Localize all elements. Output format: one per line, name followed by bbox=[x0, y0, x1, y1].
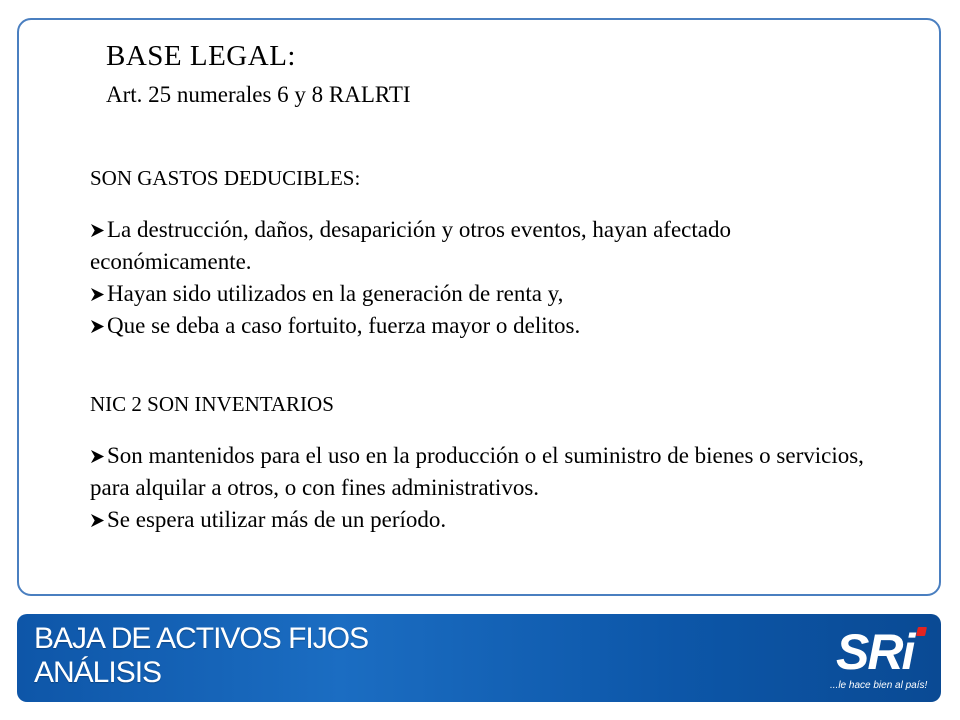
arrowhead-bullet-icon bbox=[90, 287, 105, 302]
logo-accent-icon bbox=[916, 627, 927, 636]
section-heading-nic2: NIC 2 SON INVENTARIOS bbox=[90, 392, 334, 416]
list-item: Se espera utilizar más de un período. bbox=[90, 504, 870, 536]
arrowhead-bullet-icon bbox=[90, 319, 105, 334]
deductibles-list bbox=[90, 214, 870, 342]
logo-slogan: ...le hace bien al país! bbox=[830, 680, 928, 691]
list-item: Que se deba a caso fortuito, fuerza mayor o delitos. bbox=[90, 310, 870, 342]
arrowhead-bullet-icon bbox=[90, 513, 105, 528]
footer-title bbox=[34, 622, 368, 690]
arrowhead-bullet-icon bbox=[90, 449, 105, 464]
footer-title-line1: BAJA DE ACTIVOS FIJOS bbox=[34, 622, 369, 655]
section-heading-deductibles: SON GASTOS DEDUCIBLES: bbox=[90, 166, 361, 190]
nic2-list bbox=[90, 440, 870, 536]
page-title: BASE LEGAL: bbox=[106, 40, 296, 72]
arrowhead-bullet-icon bbox=[90, 223, 105, 238]
footer-title-line2: ANÁLISIS bbox=[34, 656, 162, 689]
list-item: La destrucción, daños, desaparición y otros eventos, hayan afectado económicamente. bbox=[90, 217, 731, 274]
list-item: Hayan sido utilizados en la generación de renta y, bbox=[90, 278, 870, 310]
sri-logo: SRi bbox=[836, 624, 914, 680]
list-item: Son mantenidos para el uso en la producción o el suministro de bienes o servicios, para alquilar a otros, o con fines administrativos. bbox=[90, 443, 864, 500]
page-subtitle: Art. 25 numerales 6 y 8 RALRTI bbox=[106, 82, 411, 107]
